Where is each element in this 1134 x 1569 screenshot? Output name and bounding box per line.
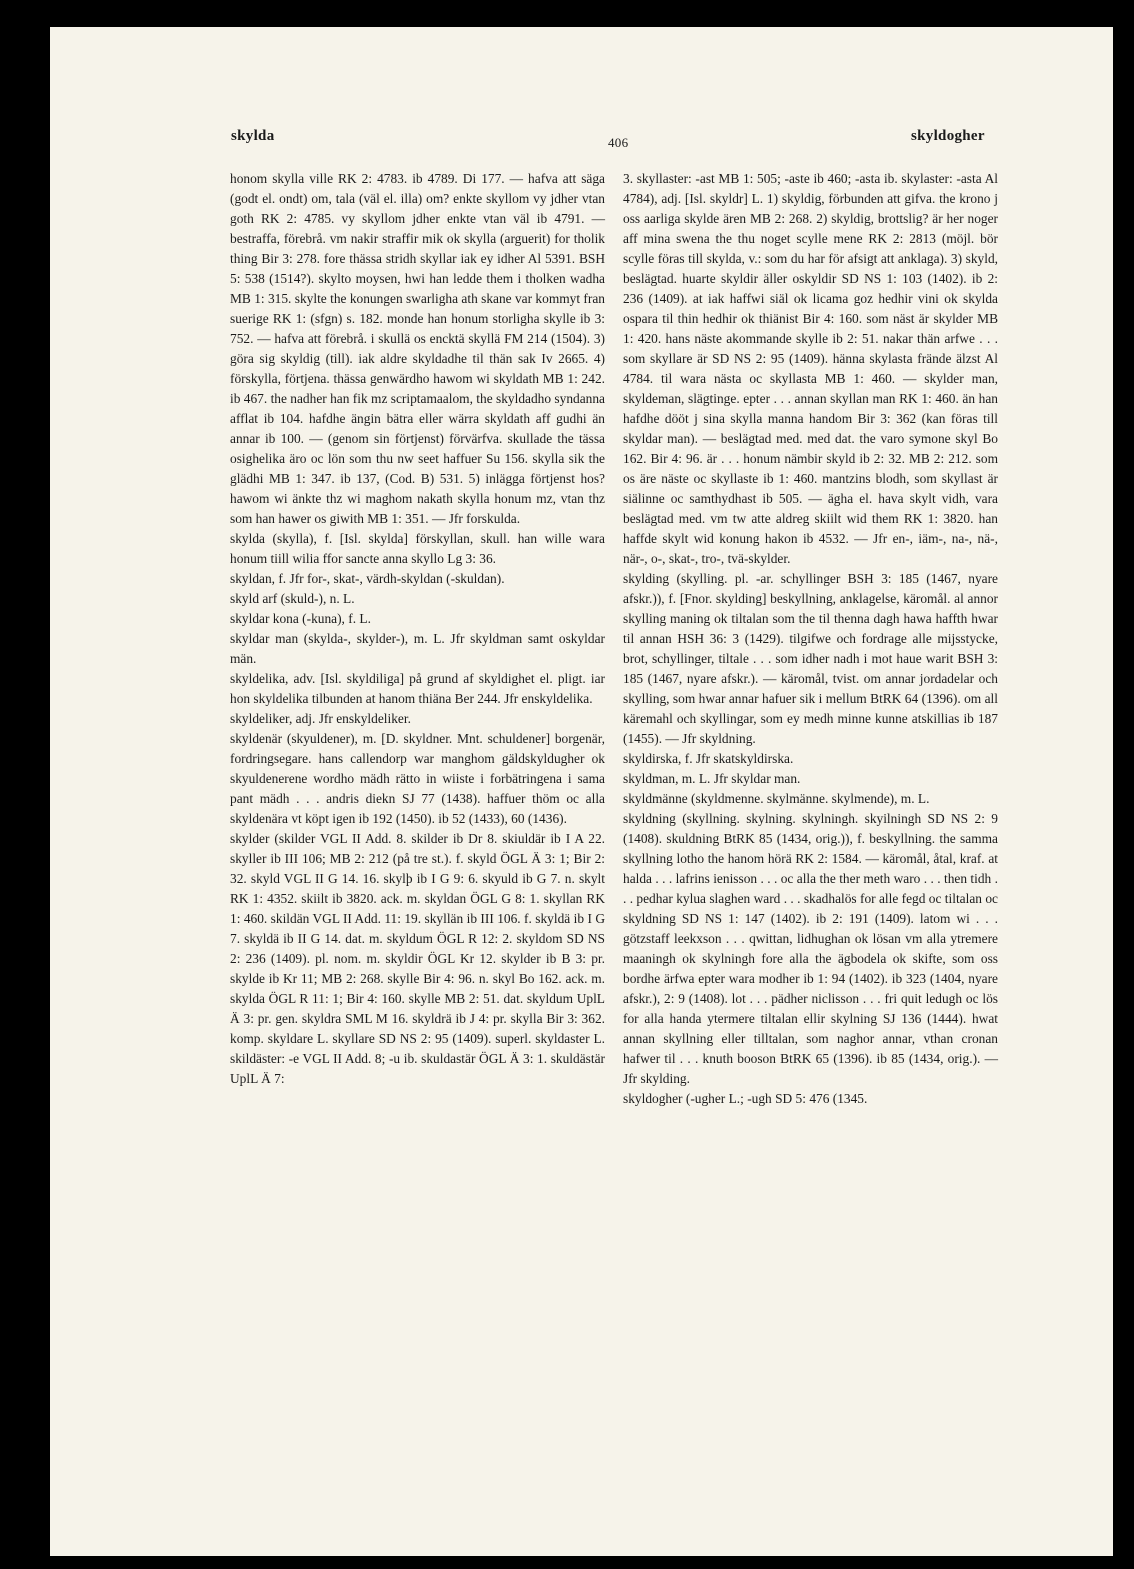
page-number: 406 xyxy=(608,135,629,150)
entry-skyldar-kona: skyldar kona (-kuna), f. L. xyxy=(230,611,371,626)
entry-skyldar-man: skyldar man (skylda-, skylder-), m. L. Jfr skyldman samt oskyldar män. xyxy=(230,631,605,666)
running-head-right: skyldogher xyxy=(911,128,985,144)
entry-skyldeliker: skyldeliker, adj. Jfr enskyldeliker. xyxy=(230,711,411,726)
entry-skyldirska: skyldirska, f. Jfr skatskyldirska. xyxy=(623,751,794,766)
entry-skylda: skylda (skylla), f. [Isl. skylda] förskyllan, skull. han wille wara honum tiill wilia ffor sancte anna skyllo Lg 3: 36. xyxy=(230,531,605,566)
entry-skyldman: skyldman, m. L. Jfr skyldar man. xyxy=(623,771,801,786)
entry-skylla-cont: honom skylla ville RK 2: 4783. ib 4789. Di 177. — hafva att säga (godt el. ondt) om, tala (väl el. illa) om? enkte skyllom vy jdher vtan goth RK 2: 4785. vy skyllom jdher enkte vtan väl ib 4791. — bestraffa, förebrå. vm nakir straffir mik ok skylla (arguerit) for tholik thing Bir 3: 278. fore thässa stridh skyllar iak ey idher Al 5391. BSH 5: 538 (1514?). skylto moysen, hwi han ledde them i tholken wadha MB 1: 315. skylte the konungen swarligha ath skane var kommyt fran suerige RK 1: (sfgn) s. 182. monde han honum storligha skylle ib 3: 752. — hafva att förebrå. i skullä os encktä skyllä FM 214 (1504). 3) göra sig skyldig (till). iak aldre skyldadhe til thän sak Iv 2665. 4) förskylla, förtjena. thässa genwärdho hawom wi skyldath MB 1: 242. ib 467. the nadher han fik mz scriptamaalom, the skyldadho syndanna afflat ib 104. hafdhe ängin bätra eller wärra skyldath aff gudhi än annar ib 100. — (genom sin förtjenst) förvärfva. skullade the tässa osighelika äro oc lön som thu nw seet haffuer Su 156. skylla sik the glädhi MB 1: 347. ib 137, (Cod. B) 531. 5) inlägga förtjenst hos? hawom wi änkte thz wi maghom nakath skylla honum mz, vtan thz som han hawer os giwith MB 1: 351. — Jfr forskulda. xyxy=(230,171,605,526)
dictionary-page xyxy=(50,27,1113,1556)
entry-skylder-cont: 3. skyllaster: -ast MB 1: 505; -aste ib 460; -asta ib. skylaster: -asta Al 4784), adj. [Isl. skyldr] L. 1) skyldig, förbunden att gifva. the krono j oss aarliga skylde ären MB 2: 268. 2) skyldig, brottslig? är her noger aff mina swena the thu noget scylle mene RK 2: 2813 (möjl. bör scylle föras till skylda, v.: som du har för afsigt att anklaga). 3) skyld, beslägtad. huarte skyldir äller oskyldir SD NS 1: 103 (1402). ib 2: 236 (1409). at iak haffwi siäl ok licama goz hedhir vini ok skylda ospara til thin hedhir ok thiänist Bir 4: 160. som näst är skylder MB 1: 420. hans näste akommande skylle ib 2: 51. nakar thän arfwe . . . som skyllare är SD NS 2: 95 (1409). hänna skylasta frände älzst Al 4784. til wara nästa oc skyllasta MB 1: 460. — skylder man, skyldeman, slägtinge. epter . . . annan skyllan man RK 1: 460. än han hafdhe dööt j sina skylla manna handom Bir 3: 362 (kan föras till skyldar man). — beslägtad med. med dat. the varo symone skyl Bo 162. Bir 4: 96. är . . . honum nämbir skyld ib 2: 32. MB 2: 212. som os äre näste oc skyllaste ib 1: 460. mantzins blodh, som skyllast är siälinne oc samthydhast ib 505. — ägha el. hava skylt vidh, vara beslägtad med. vm tw atte aldreg skiilt wid them RK 1: 3820. han haffde skylt wid konung hakon ib 4532. — Jfr en-, iäm-, na-, nä-, när-, o-, skat-, tro-, tvä-skylder. xyxy=(623,171,998,566)
entry-skyldogher: skyldogher (-ugher L.; -ugh SD 5: 476 (1345. xyxy=(623,1091,868,1106)
left-column xyxy=(230,169,605,1089)
entry-skyldning: skyldning (skyllning. skylning. skylningh. skyilningh SD NS 2: 9 (1408). skuldning BtRK 85 (1434, orig.)), f. beskyllning. the samma skyllning lotho the hanom hörä RK 2: 1584. — käromål, åtal, kraf. at halda . . . lafrins ienisson . . . oc alla the ther meth waro . . . then tidh . . . pedhar kylua slaghen ward . . . skadhalös for alle fegd oc tiltalan oc skyldning SD NS 1: 147 (1402). ib 2: 191 (1409). latom wi . . . götzstaff leekxson . . . qwittan, lidhughan ok lösan vm alla ytremere maaningh ok skylningh fore alla the ägbodela ok skifte, som oss bordhe ärfwa epter wara modher ib 1: 94 (1402). ib 323 (1404, nyare afskr.), 2: 9 (1408). lot . . . pädher niclisson . . . fri quit ledugh oc lös for alla handa ytermere tiltalan ellir skylning SJ 136 (1444). hwat annan skyllning eller tilltalan, som naghor annar, vthan cronan hafwer til . . . knuth booson BtRK 65 (1396). ib 85 (1434, orig.). — Jfr skylding. xyxy=(623,811,998,1086)
entry-skyldenar: skyldenär (skyuldener), m. [D. skyldner. Mnt. schuldener] borgenär, fordringsegare. hans callendorp war manghom gäldskyldugher ok skyuldenerene wordho mädh rätto in wiiste i forbätringena i sama pant mädh . . . andris diekn SJ 77 (1438). haffuer thöm oc alla skyldenära vt köpt igen ib 192 (1450). ib 52 (1433), 60 (1436). xyxy=(230,731,605,826)
right-column xyxy=(623,169,998,1109)
entry-skyldmanne: skyldmänne (skyldmenne. skylmänne. skylmende), m. L. xyxy=(623,791,930,806)
entry-skyldan: skyldan, f. Jfr for-, skat-, värdh-skyldan (-skuldan). xyxy=(230,571,505,586)
running-head-left: skylda xyxy=(231,128,275,144)
entry-skyld-arf: skyld arf (skuld-), n. L. xyxy=(230,591,355,606)
entry-skylder: skylder (skilder VGL II Add. 8. skilder ib Dr 8. skiuldär ib I A 22. skyller ib III 106; MB 2: 212 (på tre st.). f. skyld ÖGL Ä 3: 1; Bir 2: 32. skyld VGL II G 14. 16. skylþ ib I G 9: 6. skyuld ib G 7. n. skylt RK 1: 4352. skiilt ib 3820. ack. m. skyldan ÖGL G 8: 1. skyllan RK 1: 460. skildän VGL II Add. 11: 19. skyllän ib III 106. f. skyldä ib I G 7. skyldä ib II G 14. dat. m. skyldum ÖGL R 12: 2. skyldom SD NS 2: 236 (1409). pl. nom. m. skyldir ÖGL Kr 12. skylder ib B 3: pr. skylde ib Kr 11; MB 2: 268. skylle Bir 4: 96. n. skyl Bo 162. ack. m. skylda ÖGL R 11: 1; Bir 4: 160. skylle MB 2: 51. dat. skyldum UplL Ä 3: pr. gen. skyldra SML M 16. skyldrä ib J 4: pr. skylla Bir 3: 362. komp. skyldare L. skyllare SD NS 2: 95 (1409). superl. skyldaster L. skildäster: -e VGL II Add. 8; -u ib. skuldastär ÖGL Ä 3: 1. skuldästär UplL Ä 7: xyxy=(230,831,605,1086)
entry-skyldelika: skyldelika, adv. [Isl. skyldiliga] på grund af skyldighet el. pligt. iar hon skyldelika tilbunden at hanom thiäna Ber 244. Jfr enskyldelika. xyxy=(230,671,605,706)
entry-skylding: skylding (skylling. pl. -ar. schyllinger BSH 3: 185 (1467, nyare afskr.)), f. [Fnor. skylding] beskyllning, anklagelse, käromål. al annor skylling maning ok tiltalan som the til thenna dagh hawa haffth hwar til annan HSH 36: 3 (1429). tilgifwe och fordrage alle mijsstycke, brot, schyllinger, tiltale . . . som idher nadh i mot haue warit BSH 3: 185 (1467, nyare afskr.). — käromål, tvist. om annar jordadelar och skylling, som hwar annar hafuer sik i mellum BtRK 64 (1396). om all käremahl och skyllingar, som ey medh minne kunne atskillias ib 187 (1455). — Jfr skyldning. xyxy=(623,571,998,746)
